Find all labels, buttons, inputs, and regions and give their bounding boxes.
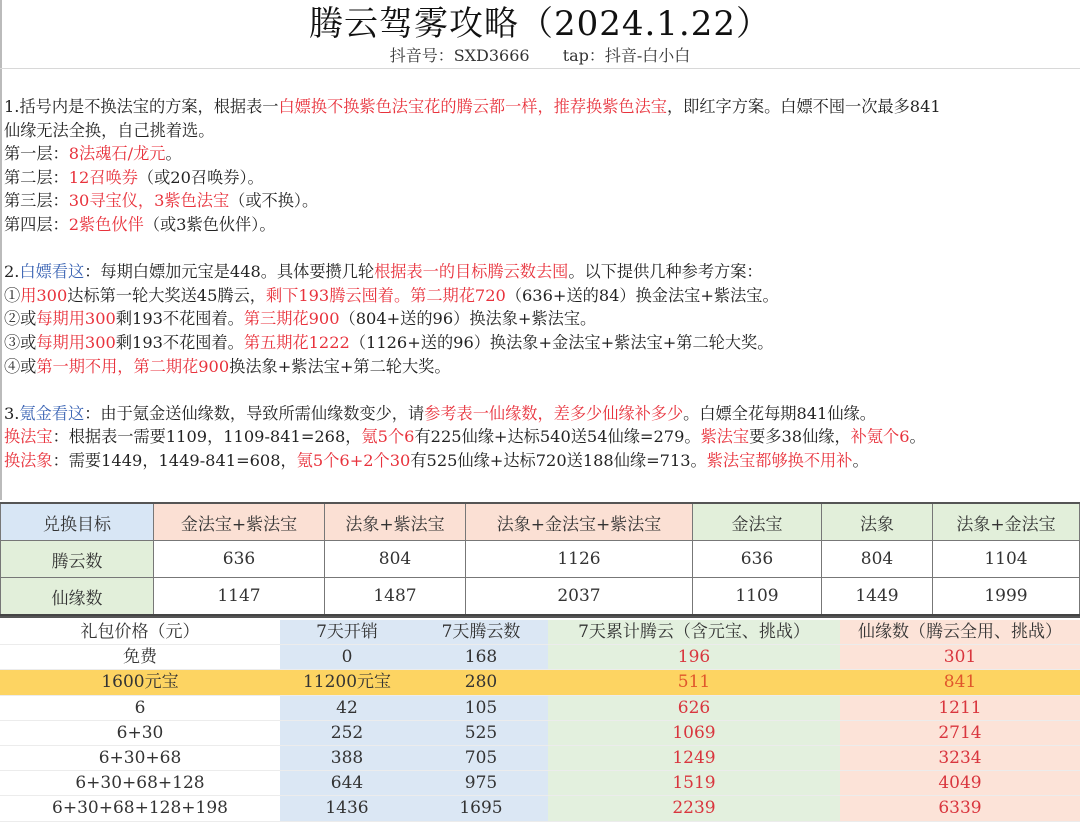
- text: ③或: [4, 332, 37, 352]
- text: 换法象+紫法宝+第二轮大奖。: [229, 356, 451, 376]
- table-cell: 1436: [280, 796, 414, 821]
- table-cell: 2714: [840, 720, 1080, 745]
- table-cell: 1519: [548, 771, 840, 796]
- highlight-text: 换法象: [4, 450, 53, 470]
- text: （804+送的96）换法象+紫法宝。: [339, 309, 597, 329]
- table-cell: 3234: [840, 745, 1080, 770]
- table-row: [0, 695, 1080, 720]
- header-cell: 法象+金法宝: [933, 503, 1080, 541]
- highlight-text: 补氪个6: [850, 427, 910, 447]
- text: 。: [852, 450, 869, 470]
- s2-option-4: [4, 355, 1080, 379]
- s2-option-1: [4, 284, 1080, 308]
- table-cell: 525: [414, 720, 548, 745]
- table-cell: 1249: [548, 745, 840, 770]
- text: 有225仙缘+达标540送54仙缘=279。: [414, 427, 701, 447]
- table-cell: 1211: [840, 695, 1080, 720]
- table-cell: 6+30+68: [0, 745, 280, 770]
- text: ：每期白嫖加元宝是448。具体要攒几轮: [84, 262, 375, 282]
- text: 。白嫖全花每期841仙缘。: [683, 403, 876, 423]
- highlight-text: 用300: [20, 285, 68, 305]
- text: 有525仙缘+达标720送188仙缘=713。: [410, 450, 707, 470]
- table-cell: 6+30: [0, 720, 280, 745]
- douyin-id: 抖音号：SXD3666: [389, 46, 530, 65]
- table-cell: 0: [280, 645, 414, 670]
- header-divider: [0, 68, 1080, 69]
- text: 达标第一轮大奖送45腾云，: [67, 285, 266, 305]
- table-cell: 388: [280, 745, 414, 770]
- highlight-text: 氪5个6: [361, 427, 415, 447]
- header-cell: 仙缘数（腾云全用、挑战）: [840, 620, 1080, 645]
- table-cell: 841: [840, 670, 1080, 695]
- highlight-text: 参考表一仙缘数，差多少仙缘补多少: [424, 403, 684, 423]
- table-cell: 6+30+68+128+198: [0, 796, 280, 821]
- table-cell: 6+30+68+128: [0, 771, 280, 796]
- highlight-text: 第五期花1222: [243, 332, 350, 352]
- table-cell: 636: [154, 541, 325, 578]
- table-cell: 1999: [933, 578, 1080, 616]
- s2-option-2: [4, 307, 1080, 331]
- table-row: [0, 720, 1080, 745]
- table-cell: 1487: [325, 578, 466, 616]
- header-cell: 7天累计腾云（含元宝、挑战）: [548, 620, 840, 645]
- layer-1: 第一层：8法魂石/龙元。: [4, 144, 182, 164]
- s3-faxiang: [4, 449, 1080, 473]
- text: ①: [4, 285, 21, 305]
- text: ②或: [4, 309, 37, 329]
- table-cell: 1449: [822, 578, 933, 616]
- layer-2: 第二层：12召唤券（或20召唤券）。: [4, 167, 264, 187]
- layer-3: 第三层：30寻宝仪，3紫色法宝（或不换）。: [4, 191, 319, 211]
- s2-head: [4, 260, 1080, 284]
- table-cell: 1600元宝: [0, 670, 280, 695]
- header-cell: 礼包价格（元）: [0, 620, 280, 645]
- table2-border: [0, 616, 1080, 618]
- text: 2.: [4, 262, 20, 282]
- exchange-target-table: [0, 502, 1080, 617]
- table-cell: 196: [548, 645, 840, 670]
- table-cell: 804: [822, 541, 933, 578]
- table-row: [0, 745, 1080, 770]
- header-cell: 法象+紫法宝: [325, 503, 466, 541]
- table-row: [0, 645, 1080, 670]
- table-cell: 511: [548, 670, 840, 695]
- text: 剩193不花囤着。: [115, 309, 244, 329]
- s2-option-3: [4, 331, 1080, 355]
- text: （1126+送的96）换法象+金法宝+紫法宝+第二轮大奖。: [349, 332, 774, 352]
- text: ，即红字方案。白嫖不囤一次最多841: [666, 97, 941, 116]
- gift-pack-table: [0, 620, 1080, 822]
- header-cell: 法象: [822, 503, 933, 541]
- table-cell: 975: [414, 771, 548, 796]
- table-cell: 1109: [693, 578, 822, 616]
- table-cell: 免费: [0, 645, 280, 670]
- page-title: 腾云驾雾攻略（2024.1.22）: [308, 4, 772, 44]
- highlight-text: 换法宝: [4, 427, 53, 447]
- table-cell: 4049: [840, 771, 1080, 796]
- text: 剩193不花囤着。: [115, 332, 244, 352]
- left-border: [0, 0, 2, 500]
- tap-label: tap：抖音-白小白: [562, 46, 691, 65]
- text: ：由于氪金送仙缘数，导致所需仙缘数变少，请: [84, 403, 425, 423]
- table-row: [1, 503, 1080, 541]
- header-cell: 兑换目标: [1, 503, 154, 541]
- section-heading: 氪金看这: [19, 403, 85, 423]
- table-cell: 636: [693, 541, 822, 578]
- table-row: [1, 541, 1080, 578]
- table-cell: 105: [414, 695, 548, 720]
- table-row: [0, 796, 1080, 821]
- table-cell: 1126: [466, 541, 693, 578]
- table-cell: 280: [414, 670, 548, 695]
- text: 3.: [4, 403, 20, 423]
- table-cell: 6339: [840, 796, 1080, 821]
- highlight-text: 剩下193腾云囤着。第二期花720: [265, 285, 506, 305]
- table-cell: 705: [414, 745, 548, 770]
- highlight-text: 第三期花900: [243, 309, 340, 329]
- layer-4: 第四层：2紫色伙伴（或3紫色伙伴）。: [4, 214, 276, 234]
- highlight-text: 第一期不用，第二期花900: [36, 356, 230, 376]
- table-cell: 6: [0, 695, 280, 720]
- table-row-highlighted: [0, 670, 1080, 695]
- highlight-text: 紫法宝: [700, 427, 750, 447]
- table-cell: 301: [840, 645, 1080, 670]
- table-cell: 804: [325, 541, 466, 578]
- table-cell: 2239: [548, 796, 840, 821]
- s1-line2: 仙缘无法全换，自己挑着选。: [4, 120, 215, 140]
- table-cell: 42: [280, 695, 414, 720]
- header-cell: 金法宝+紫法宝: [154, 503, 325, 541]
- text: ④或: [4, 356, 37, 376]
- highlight-text: 紫法宝都够换不用补: [706, 450, 853, 470]
- highlight-text: 每期用300: [36, 309, 116, 329]
- header-cell: 7天开销: [280, 620, 414, 645]
- header-cell: 金法宝: [693, 503, 822, 541]
- section-heading: 白嫖看这: [19, 262, 85, 282]
- highlight-text: 每期用300: [36, 332, 116, 352]
- table-header-row: [0, 620, 1080, 645]
- highlight-text: 氪5个6+2个30: [296, 450, 411, 470]
- text: ：需要1449，1449-841=608，: [52, 450, 297, 470]
- table-cell: 11200元宝: [280, 670, 414, 695]
- s3-fabao: [4, 425, 1080, 449]
- text: ：根据表一需要1109，1109-841=268，: [52, 427, 362, 447]
- table-row: [1, 578, 1080, 616]
- text: 。: [909, 427, 926, 447]
- table-cell: 2037: [466, 578, 693, 616]
- highlight-text: 白嫖换不换紫色法宝花的腾云都一样，推荐换紫色法宝: [278, 97, 667, 116]
- text: 1.括号内是不换法宝的方案，根据表一: [4, 97, 279, 116]
- table-cell: 1695: [414, 796, 548, 821]
- s1-line1: [4, 95, 1080, 119]
- table-cell: 168: [414, 645, 548, 670]
- table-cell: 626: [548, 695, 840, 720]
- text: 。以下提供几种参考方案：: [568, 262, 763, 282]
- notes-section: [4, 95, 1080, 473]
- text: 要多38仙缘，: [749, 427, 851, 447]
- header-cell: 7天腾云数: [414, 620, 548, 645]
- table-cell: 1147: [154, 578, 325, 616]
- text: （636+送的84）换金法宝+紫法宝。: [505, 285, 779, 305]
- row-label: 仙缘数: [1, 578, 154, 616]
- table-cell: 644: [280, 771, 414, 796]
- table-cell: 252: [280, 720, 414, 745]
- highlight-text: 根据表一的目标腾云数去囤: [374, 262, 569, 282]
- table-row: [0, 771, 1080, 796]
- row-label: 腾云数: [1, 541, 154, 578]
- s3-head: [4, 402, 1080, 426]
- page-subtitle: [0, 46, 1080, 66]
- header-cell: 法象+金法宝+紫法宝: [466, 503, 693, 541]
- table-cell: 1104: [933, 541, 1080, 578]
- table-cell: 1069: [548, 720, 840, 745]
